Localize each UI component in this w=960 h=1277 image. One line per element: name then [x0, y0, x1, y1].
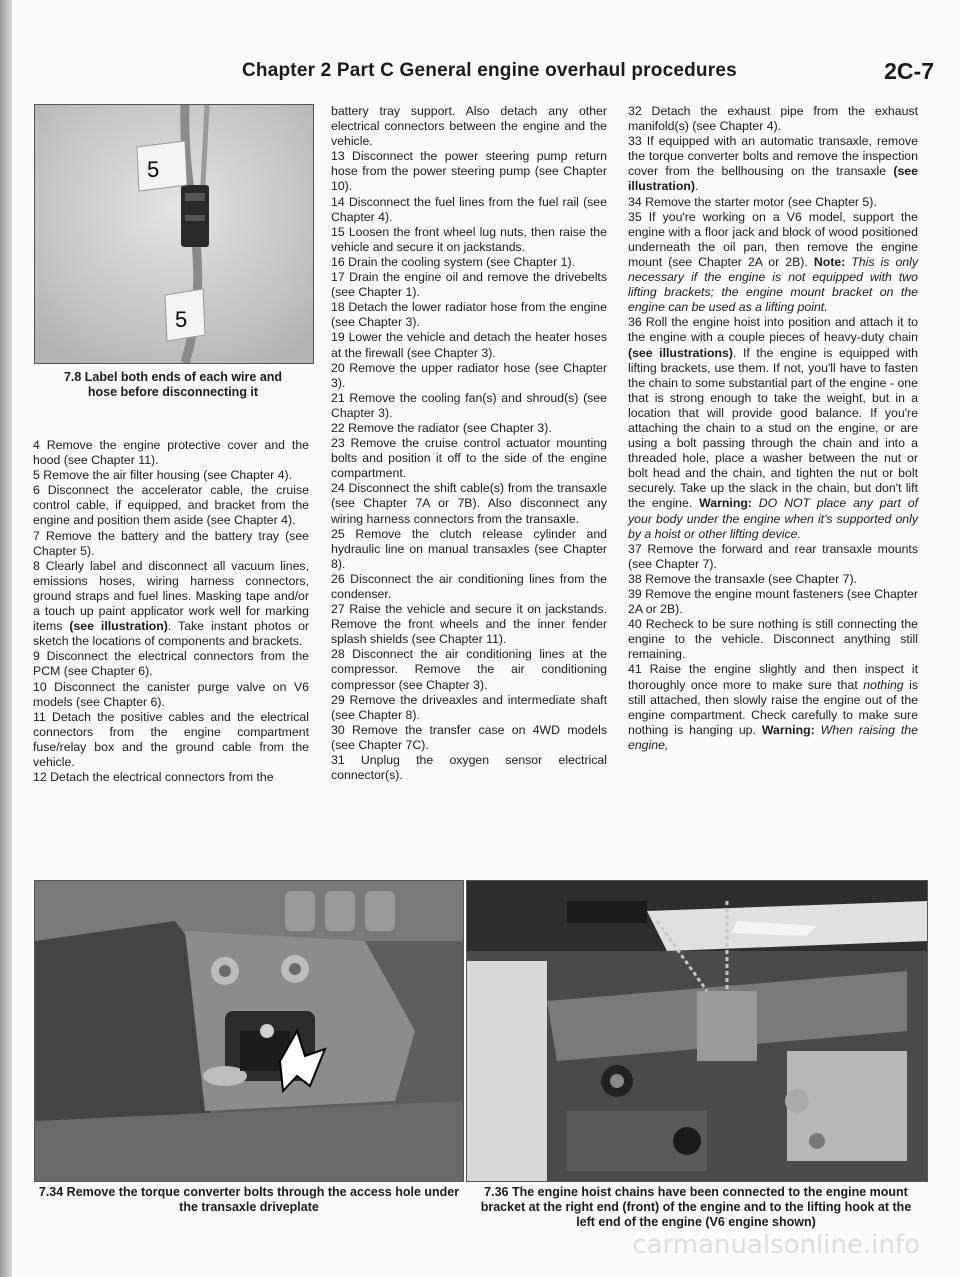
- paragraph-38: 38 Remove the transaxle (see Chapter 7).: [628, 571, 857, 586]
- paragraph-24: 24 Disconnect the shift cable(s) from the transaxle (see Chapter 7A or 7B). Also disconnect any wiring harness connectors from the transaxle.: [331, 481, 607, 526]
- paragraph-36: [628, 315, 918, 541]
- paragraph-28: 28 Disconnect the air conditioning lines at the compressor. Remove the air conditioning compressor (see Chapter 3).: [331, 647, 607, 692]
- paragraph-33: [628, 134, 918, 194]
- page-binding-shadow: [0, 0, 12, 1277]
- paragraph-33-end: .: [694, 179, 699, 194]
- paragraph-19: 19 Lower the vehicle and detach the heater hoses at the firewall (see Chapter 3).: [331, 330, 607, 360]
- paragraph-34: 34 Remove the starter motor (see Chapter 5).: [628, 194, 877, 209]
- torque-converter-photo-illustration: [35, 881, 463, 1181]
- paragraph-15: 15 Loosen the front wheel lug nuts, then raise the vehicle and secure it on jackstands.: [331, 224, 607, 254]
- paragraph-39: 39 Remove the engine mount fasteners (see Chapter 2A or 2B).: [628, 587, 918, 617]
- paragraph-8-text: 8 Clearly label and disconnect all vacuum lines, emissions hoses, wiring harness connectors, ground straps and fuel lines. Masking tape and/or a touch up paint applicator work well for marking items: [33, 558, 309, 634]
- paragraph-14: 14 Disconnect the fuel lines from the fuel rail (see Chapter 4).: [331, 194, 607, 224]
- wire-label-photo-illustration: [35, 105, 313, 363]
- paragraph-37: 37 Remove the forward and rear transaxle mounts (see Chapter 7).: [628, 541, 918, 571]
- paragraph-10: 10 Disconnect the canister purge valve on V6 models (see Chapter 6).: [33, 679, 309, 709]
- paragraph-26: 26 Disconnect the air conditioning lines from the condenser.: [331, 571, 607, 601]
- paragraph-4: 4 Remove the engine protective cover and the hood (see Chapter 11).: [33, 438, 309, 468]
- photo-engine-hoist-chains: [466, 880, 928, 1182]
- paragraph-5: 5 Remove the air filter housing (see Chapter 4).: [33, 468, 293, 483]
- paragraph-21: 21 Remove the cooling fan(s) and shroud(s) (see Chapter 3).: [331, 390, 607, 420]
- paragraph-32: 32 Detach the exhaust pipe from the exhaust manifold(s) (see Chapter 4).: [628, 104, 918, 134]
- text-column-left: [33, 438, 309, 785]
- text-column-right: [628, 104, 918, 753]
- paragraph-17: 17 Drain the engine oil and remove the drivebelts (see Chapter 1).: [331, 270, 607, 300]
- note-label: Note:: [813, 254, 846, 269]
- see-illustration-ref: (see illustration): [628, 164, 918, 194]
- see-illustration-ref: (see illustration): [69, 619, 168, 634]
- paragraph-20: 20 Remove the upper radiator hose (see Chapter 3).: [331, 360, 607, 390]
- figure-caption-7-36: 7.36 The engine hoist chains have been connected to the engine mount bracket at the right end (front) of the engine and to the lifting hook at the left end of the engine (V6 engine shown): [480, 1185, 912, 1229]
- paragraph-27: 27 Raise the vehicle and secure it on jackstands. Remove the front wheels and the inner fender splash shields (see Chapter 11).: [331, 602, 607, 647]
- paragraph-41: [628, 662, 918, 753]
- engine-hoist-photo-illustration: [467, 881, 927, 1181]
- paragraph-35-text: 35 If you're working on a V6 model, support the engine with a floor jack and block of wood positioned underneath the oil pan, then remove the engine mount (see Chapter 2A or 2B).: [628, 209, 918, 269]
- paragraph-8: [33, 559, 309, 650]
- paragraph-29: 29 Remove the driveaxles and intermediate shaft (see Chapter 8).: [331, 692, 607, 722]
- watermark: carmanualsonline.info: [632, 1230, 920, 1260]
- see-illustrations-ref: (see illustrations): [628, 345, 733, 360]
- paragraph-8-text-end: . Take instant photos or sketch the locations of components and brackets.: [33, 619, 309, 649]
- paragraph-25: 25 Remove the clutch release cylinder and hydraulic line on manual transaxles (see Chapter 8).: [331, 526, 607, 571]
- paragraph-40: 40 Recheck to be sure nothing is still connecting the engine to the vehicle. Disconnect anything still remaining.: [628, 617, 918, 662]
- paragraph-36-text-cont: . If the engine is equipped with lifting brackets, use them. If not, you'll have to fasten the chain to some substantial part of the engine - one that is strong enough to take the weight, but in a location that will provide good balance. If you're attaching the chain to a stud on the engine, or are using a bolt passing through the chain and into a threaded hole, place a washer between the nut or bolt head and the chain, and tighten the nut or bolt securely. Take up the slack in the chain, but don't lift the engine.: [628, 345, 918, 511]
- paragraph-23: 23 Remove the cruise control actuator mounting bolts and position it off to the side of the engine compartment.: [331, 436, 607, 481]
- paragraph-6: 6 Disconnect the accelerator cable, the cruise control cable, if equipped, and bracket from the engine and position them aside (see Chapter 4).: [33, 483, 309, 528]
- photo-torque-converter-access: [34, 880, 464, 1182]
- paragraph-7: 7 Remove the battery and the battery tray (see Chapter 5).: [33, 528, 309, 558]
- figure-caption-7-34: 7.34 Remove the torque converter bolts through the access hole under the transaxle driveplate: [38, 1185, 460, 1214]
- emphasis-nothing: nothing: [863, 677, 904, 692]
- paragraph-30: 30 Remove the transfer case on 4WD models (see Chapter 7C).: [331, 722, 607, 752]
- photo-wire-labels: [34, 104, 314, 364]
- warning-label: Warning:: [699, 496, 752, 511]
- chapter-title: Chapter 2 Part C General engine overhaul procedures: [242, 60, 737, 81]
- paragraph-16: 16 Drain the cooling system (see Chapter 1).: [331, 254, 576, 269]
- paragraph-12: 12 Detach the electrical connectors from the: [33, 770, 274, 785]
- paragraph-31: 31 Unplug the oxygen sensor electrical connector(s).: [331, 753, 607, 783]
- paragraph-35: [628, 210, 918, 316]
- paragraph-11: 11 Detach the positive cables and the electrical connectors from the engine compartment fuse/relay box and the ground cable from the vehicle.: [33, 709, 309, 769]
- paragraph-22: 22 Remove the radiator (see Chapter 3).: [331, 420, 552, 435]
- paragraph-13: 13 Disconnect the power steering pump return hose from the power steering pump (see Chapter 10).: [331, 149, 607, 194]
- page-number: 2C-7: [884, 58, 934, 84]
- page-header: [30, 58, 936, 88]
- paragraph-36-text: 36 Roll the engine hoist into position and attach it to the engine with a couple pieces of heavy-duty chain: [628, 315, 918, 345]
- note-text: This is only necessary if the engine is not equipped with two lifting brackets; the engine mount bracket on the engine can be used as a lifting point.: [628, 254, 919, 315]
- warning-label: Warning:: [761, 722, 815, 737]
- wire-label-upper: 5: [147, 157, 160, 182]
- paragraph-41-text-cont: is still attached, then slowly raise the engine out of the engine compartment. Check carefully to make sure nothing is hanging up.: [628, 677, 919, 737]
- paragraph-9: 9 Disconnect the electrical connectors from the PCM (see Chapter 6).: [33, 649, 309, 679]
- warning-text: DO NOT place any part of your body under the engine when it's supported only by a hoist or other lifting device.: [628, 496, 919, 541]
- warning-text: When raising the engine,: [628, 722, 918, 752]
- paragraph-12-cont: battery tray support. Also detach any other electrical connectors between the engine and the vehicle.: [331, 104, 607, 149]
- figure-caption-7-8: 7.8 Label both ends of each wire and hose before disconnecting it: [63, 370, 283, 399]
- paragraph-18: 18 Detach the lower radiator hose from the engine (see Chapter 3).: [331, 300, 607, 330]
- text-column-middle: [331, 104, 607, 783]
- wire-label-lower: 5: [175, 307, 188, 332]
- paragraph-33-text: 33 If equipped with an automatic transaxle, remove the torque converter bolts and remove the inspection cover from the bellhousing on the transaxle: [628, 134, 918, 179]
- paragraph-41-text: 41 Raise the engine slightly and then inspect it thoroughly once more to make sure that: [628, 662, 918, 692]
